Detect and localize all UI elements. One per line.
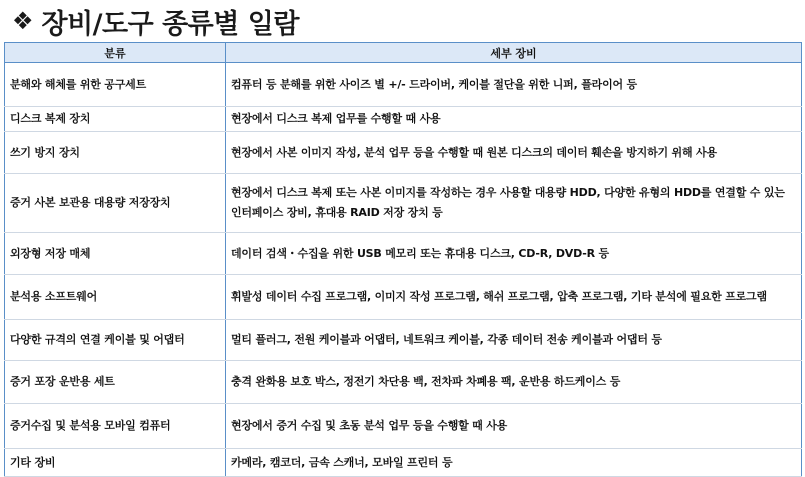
equipment-table: [4, 42, 802, 477]
detail-cell: 충격 완화용 보호 박스, 정전기 차단용 백, 전차파 차폐용 팩, 운반용 하드케이스 등: [226, 361, 802, 404]
detail-cell: 휘발성 데이터 수집 프로그램, 이미지 작성 프로그램, 해쉬 프로그램, 압축 프로그램, 기타 분석에 필요한 프로그램: [226, 275, 802, 320]
table-row: [5, 361, 802, 404]
category-cell: 분석용 소프트웨어: [5, 275, 226, 320]
category-cell: 쓰기 방지 장치: [5, 132, 226, 174]
table-row: [5, 404, 802, 449]
detail-cell: 현장에서 사본 이미지 작성, 분석 업무 등을 수행할 때 원본 디스크의 데이터 훼손을 방지하기 위해 사용: [226, 132, 802, 174]
category-cell: 분해와 해체를 위한 공구세트: [5, 63, 226, 107]
table-header-row: [5, 43, 802, 63]
table-row: [5, 63, 802, 107]
detail-cell: 현장에서 디스크 복제 또는 사본 이미지를 작성하는 경우 사용할 대용량 HDD, 다양한 유형의 HDD를 연결할 수 있는 인터페이스 장비, 휴대용 RAID 저장 장치 등: [226, 174, 802, 233]
category-cell: 기타 장비: [5, 449, 226, 477]
category-cell: 증거수집 및 분석용 모바일 컴퓨터: [5, 404, 226, 449]
category-cell: 디스크 복제 장치: [5, 107, 226, 132]
page-title-text: 장비/도구 종류별 일람: [41, 8, 299, 40]
table-row: [5, 449, 802, 477]
column-header-detail: 세부 장비: [226, 43, 802, 63]
table-row: [5, 107, 802, 132]
table-row: [5, 233, 802, 275]
table-row: [5, 174, 802, 233]
category-cell: 외장형 저장 매체: [5, 233, 226, 275]
category-cell: 다양한 규격의 연결 케이블 및 어댑터: [5, 320, 226, 361]
category-cell: 증거 사본 보관용 대용량 저장장치: [5, 174, 226, 233]
table-row: [5, 275, 802, 320]
page-title: [12, 2, 299, 40]
detail-cell: 멀티 플러그, 전원 케이블과 어댑터, 네트워크 케이블, 각종 데이터 전송 케이블과 어댑터 등: [226, 320, 802, 361]
detail-cell: 컴퓨터 등 분해를 위한 사이즈 별 +/- 드라이버, 케이블 절단을 위한 니퍼, 플라이어 등: [226, 63, 802, 107]
category-cell: 증거 포장 운반용 세트: [5, 361, 226, 404]
detail-cell: 현장에서 디스크 복제 업무를 수행할 때 사용: [226, 107, 802, 132]
table-row: [5, 132, 802, 174]
diamond-bullet-icon: ❖: [12, 7, 34, 35]
detail-cell: 현장에서 증거 수집 및 초동 분석 업무 등을 수행할 때 사용: [226, 404, 802, 449]
column-header-category: 분류: [5, 43, 226, 63]
detail-cell: 데이터 검색・수집을 위한 USB 메모리 또는 휴대용 디스크, CD-R, DVD-R 등: [226, 233, 802, 275]
table-row: [5, 320, 802, 361]
detail-cell: 카메라, 캠코더, 금속 스캐너, 모바일 프린터 등: [226, 449, 802, 477]
